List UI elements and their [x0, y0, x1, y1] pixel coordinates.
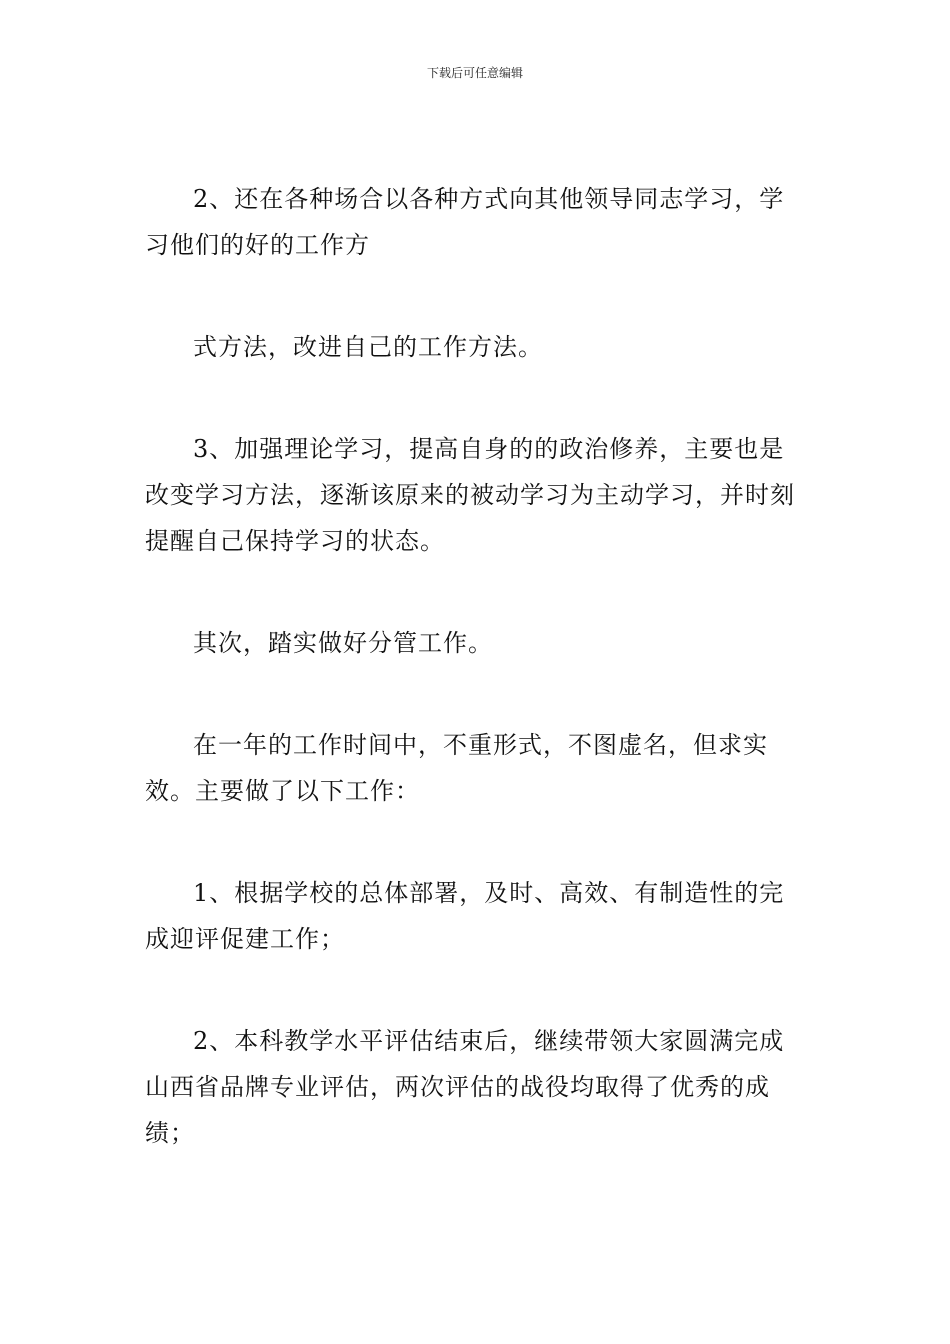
document-body — [145, 176, 809, 1156]
paragraph: 其次，踏实做好分管工作。 — [193, 629, 493, 657]
paragraph: 3、加强理论学习，提高自身的的政治修养，主要也是改变学习方法，逐渐该原来的被动学习为主动学习，并时刻提醒自己保持学习的状态。 — [145, 435, 795, 555]
paragraph: 1、根据学校的总体部署，及时、高效、有制造性的完成迎评促建工作； — [145, 879, 785, 953]
paragraph: 式方法，改进自己的工作方法。 — [193, 333, 543, 361]
paragraph: 在一年的工作时间中，不重形式，不图虚名，但求实效。主要做了以下工作： — [145, 731, 768, 805]
header-note: 下载后可任意编辑 — [426, 66, 523, 80]
paragraph: 2、还在各种场合以各种方式向其他领导同志学习，学习他们的好的工作方 — [145, 185, 785, 259]
page-header — [0, 66, 950, 80]
paragraph: 2、本科教学水平评估结束后，继续带领大家圆满完成山西省品牌专业评估，两次评估的战役均取得了优秀的成绩； — [145, 1027, 785, 1147]
